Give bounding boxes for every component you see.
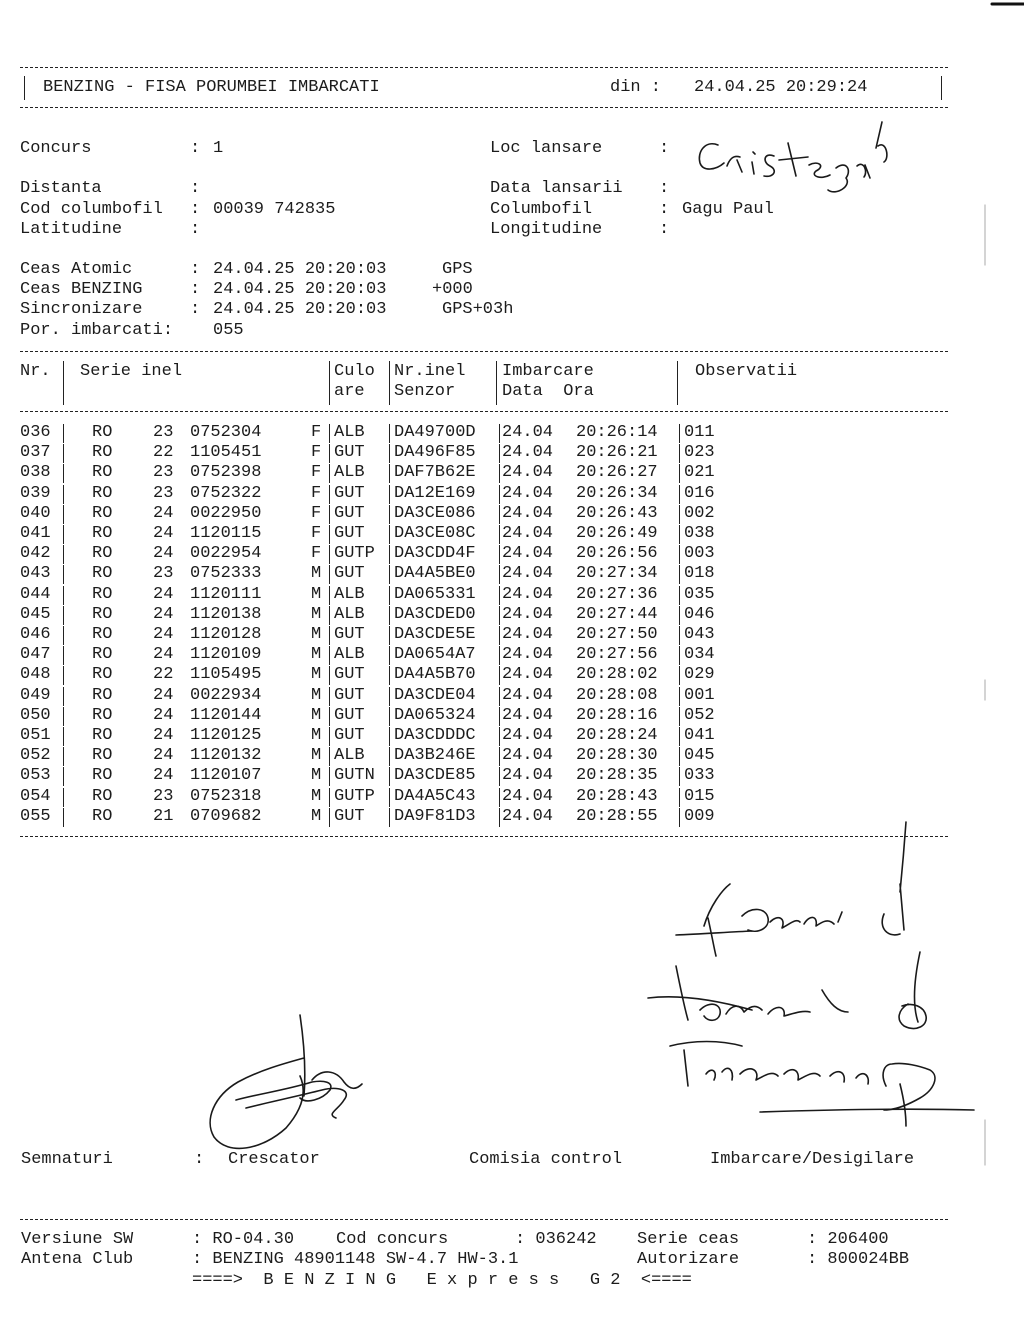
- col-header-culoare-1: Culo: [334, 362, 375, 381]
- cell-ora: 20:27:56: [576, 645, 658, 665]
- cell-senzor: DA065324: [394, 705, 476, 725]
- cell-an: 24: [153, 685, 174, 705]
- cell-data: 24.04: [502, 746, 554, 766]
- cell-ora: 20:28:08: [576, 685, 658, 705]
- cell-observatii: 011: [684, 423, 715, 442]
- cell-nr: 038: [20, 463, 51, 483]
- cell-tara: RO: [92, 483, 113, 503]
- cell-senzor: DA49700D: [394, 423, 476, 442]
- cell-data: 24.04: [502, 625, 554, 644]
- cell-culoare: ALB: [334, 645, 365, 665]
- cell-tara: RO: [92, 645, 113, 665]
- cell-tara: RO: [92, 665, 113, 685]
- cell-observatii: 023: [684, 443, 715, 463]
- cell-culoare: GUT: [334, 806, 365, 826]
- sincronizare-colon: :: [190, 300, 201, 319]
- cell-tara: RO: [92, 766, 113, 786]
- cell-inel: 0752322: [190, 483, 262, 503]
- concurs-value: 1: [213, 139, 224, 158]
- cell-observatii: 046: [684, 604, 715, 624]
- cell-data: 24.04: [502, 524, 554, 543]
- comisia-control-label: Comisia control: [469, 1150, 623, 1169]
- col-header-nr: Nr.: [20, 362, 51, 381]
- cell-senzor: DA3CE08C: [394, 524, 476, 543]
- cell-observatii: 041: [684, 726, 715, 745]
- cell-senzor: DA3CDE5E: [394, 625, 476, 644]
- cell-nr: 048: [20, 665, 51, 685]
- cell-observatii: 009: [684, 806, 715, 826]
- cell-sex: M: [311, 685, 322, 705]
- cell-ora: 20:28:16: [576, 705, 658, 725]
- cell-observatii: 043: [684, 625, 715, 644]
- cell-nr: 039: [20, 483, 51, 503]
- cell-ora: 20:28:24: [576, 726, 658, 745]
- cell-an: 24: [153, 604, 174, 624]
- cell-data: 24.04: [502, 564, 554, 584]
- commission-signature-3: [670, 1042, 974, 1127]
- cell-tara: RO: [92, 584, 113, 604]
- commission-signature-2: [648, 952, 926, 1028]
- cell-ora: 20:27:34: [576, 564, 658, 584]
- cell-senzor: DA3CDED0: [394, 604, 476, 624]
- cell-sex: M: [311, 726, 322, 745]
- cell-tara: RO: [92, 685, 113, 705]
- concurs-label: Concurs: [20, 139, 92, 158]
- cell-inel: 1120125: [190, 726, 262, 745]
- cell-sex: M: [311, 584, 322, 604]
- cell-data: 24.04: [502, 443, 554, 463]
- cell-tara: RO: [92, 544, 113, 564]
- latitudine-colon: :: [190, 220, 201, 239]
- loc-lansare-label: Loc lansare: [490, 139, 603, 158]
- cell-senzor: DA3B246E: [394, 746, 476, 766]
- antena-club-value: : BENZING 48901148 SW-4.7 HW-3.1: [192, 1250, 519, 1269]
- cell-ora: 20:26:14: [576, 423, 658, 442]
- columbofil-label: Columbofil: [490, 200, 593, 219]
- cell-culoare: GUT: [334, 443, 365, 463]
- col-header-nrinel-1: Nr.inel: [394, 362, 466, 381]
- cell-senzor: DA496F85: [394, 443, 476, 463]
- cell-tara: RO: [92, 746, 113, 766]
- cell-nr: 037: [20, 443, 51, 463]
- cell-tara: RO: [92, 443, 113, 463]
- cell-an: 24: [153, 705, 174, 725]
- versiune-label: Versiune SW: [21, 1230, 134, 1249]
- brand-line: ====> B E N Z I N G E x p r e s s G 2 <====: [192, 1271, 692, 1290]
- ceas-benzing-colon: :: [190, 280, 201, 299]
- columbofil-value: Gagu Paul: [682, 200, 774, 219]
- cell-observatii: 003: [684, 544, 715, 564]
- cell-ora: 20:26:49: [576, 524, 658, 543]
- cell-an: 24: [153, 584, 174, 604]
- serie-ceas-value: : 206400: [807, 1230, 889, 1249]
- cell-culoare: GUT: [334, 705, 365, 725]
- cell-an: 24: [153, 524, 174, 543]
- cell-culoare: GUT: [334, 503, 365, 523]
- cell-observatii: 029: [684, 665, 715, 685]
- cell-culoare: GUT: [334, 726, 365, 745]
- cell-inel: 1120109: [190, 645, 262, 665]
- cell-nr: 044: [20, 584, 51, 604]
- cell-inel: 0709682: [190, 806, 262, 826]
- cell-data: 24.04: [502, 584, 554, 604]
- cell-data: 24.04: [502, 685, 554, 705]
- cell-sex: F: [311, 524, 322, 543]
- col-header-observatii: Observatii: [695, 362, 798, 381]
- data-lansarii-colon: :: [659, 179, 670, 198]
- cell-sex: M: [311, 705, 322, 725]
- cell-sex: M: [311, 786, 322, 806]
- cod-columbofil-colon: :: [190, 200, 201, 219]
- cell-tara: RO: [92, 463, 113, 483]
- cell-senzor: DAF7B62E: [394, 463, 476, 483]
- cell-an: 21: [153, 806, 174, 826]
- cell-ora: 20:26:43: [576, 503, 658, 523]
- semnaturi-colon: :: [194, 1150, 205, 1169]
- cell-culoare: GUTN: [334, 766, 375, 786]
- cell-senzor: DA12E169: [394, 483, 476, 503]
- cell-an: 23: [153, 463, 174, 483]
- cell-senzor: DA0654A7: [394, 645, 476, 665]
- cell-observatii: 016: [684, 483, 715, 503]
- cell-nr: 052: [20, 746, 51, 766]
- autorizare-value: : 800024BB: [807, 1250, 910, 1269]
- cell-nr: 041: [20, 524, 51, 543]
- cell-inel: 0022954: [190, 544, 262, 564]
- concurs-colon: :: [190, 139, 201, 158]
- cell-inel: 1120107: [190, 766, 262, 786]
- cell-ora: 20:26:34: [576, 483, 658, 503]
- cell-inel: 0022950: [190, 503, 262, 523]
- cell-nr: 047: [20, 645, 51, 665]
- data-lansarii-label: Data lansarii: [490, 179, 623, 198]
- cell-culoare: GUTP: [334, 786, 375, 806]
- cell-sex: M: [311, 665, 322, 685]
- distanta-label: Distanta: [20, 179, 102, 198]
- col-header-imbarcare-1: Imbarcare: [502, 362, 594, 381]
- cell-culoare: ALB: [334, 423, 365, 442]
- ceas-atomic-label: Ceas Atomic: [20, 260, 133, 279]
- cell-data: 24.04: [502, 463, 554, 483]
- cell-inel: 1105495: [190, 665, 262, 685]
- cell-inel: 1120128: [190, 625, 262, 644]
- cell-nr: 053: [20, 766, 51, 786]
- columbofil-colon: :: [659, 200, 670, 219]
- cell-nr: 055: [20, 806, 51, 826]
- cell-data: 24.04: [502, 544, 554, 564]
- versiune-value: : RO-04.30: [192, 1230, 295, 1249]
- cell-senzor: DA4A5C43: [394, 786, 476, 806]
- cell-an: 23: [153, 564, 174, 584]
- longitudine-label: Longitudine: [490, 220, 603, 239]
- cell-ora: 20:28:43: [576, 786, 658, 806]
- ceas-benzing-value: 24.04.25 20:20:03: [213, 280, 387, 299]
- porumbei-imbarcati-label: Por. imbarcati:: [20, 321, 174, 340]
- ceas-atomic-value: 24.04.25 20:20:03: [213, 260, 387, 279]
- cell-ora: 20:27:50: [576, 625, 658, 644]
- date-value: 24.04.25 20:29:24: [694, 78, 868, 97]
- latitudine-label: Latitudine: [20, 220, 123, 239]
- cell-observatii: 038: [684, 524, 715, 543]
- cell-sex: M: [311, 806, 322, 826]
- cell-observatii: 002: [684, 503, 715, 523]
- cell-inel: 0752398: [190, 463, 262, 483]
- page-title: BENZING - FISA PORUMBEI IMBARCATI: [43, 78, 380, 97]
- cell-culoare: GUTP: [334, 544, 375, 564]
- cod-concurs-value: : 036242: [515, 1230, 597, 1249]
- cell-an: 23: [153, 483, 174, 503]
- cell-inel: 1120138: [190, 604, 262, 624]
- cod-columbofil-label: Cod columbofil: [20, 200, 163, 219]
- cell-data: 24.04: [502, 503, 554, 523]
- cell-culoare: ALB: [334, 746, 365, 766]
- cell-tara: RO: [92, 625, 113, 644]
- cell-nr: 054: [20, 786, 51, 806]
- cell-data: 24.04: [502, 766, 554, 786]
- cell-sex: M: [311, 645, 322, 665]
- cell-data: 24.04: [502, 665, 554, 685]
- cell-sex: M: [311, 746, 322, 766]
- cell-inel: 1120144: [190, 705, 262, 725]
- cell-inel: 0752318: [190, 786, 262, 806]
- cell-nr: 043: [20, 564, 51, 584]
- distanta-colon: :: [190, 179, 201, 198]
- cell-an: 24: [153, 726, 174, 745]
- cell-culoare: ALB: [334, 584, 365, 604]
- cell-an: 22: [153, 665, 174, 685]
- cell-ora: 20:27:44: [576, 604, 658, 624]
- ceas-atomic-colon: :: [190, 260, 201, 279]
- col-header-serie: Serie inel: [80, 362, 183, 381]
- cell-senzor: DA3CDE85: [394, 766, 476, 786]
- col-header-imbarcare-2: Data Ora: [502, 382, 594, 401]
- cell-an: 24: [153, 625, 174, 644]
- cell-inel: 0752333: [190, 564, 262, 584]
- loc-lansare-handwriting: [699, 122, 887, 192]
- cell-culoare: GUT: [334, 625, 365, 644]
- date-label: din :: [610, 78, 662, 97]
- cell-culoare: GUT: [334, 685, 365, 705]
- cell-senzor: DA3CDDDC: [394, 726, 476, 745]
- cell-nr: 049: [20, 685, 51, 705]
- cell-observatii: 018: [684, 564, 715, 584]
- cell-culoare: GUT: [334, 564, 365, 584]
- cell-nr: 051: [20, 726, 51, 745]
- antena-club-label: Antena Club: [21, 1250, 134, 1269]
- cell-nr: 050: [20, 705, 51, 725]
- cell-senzor: DA4A5B70: [394, 665, 476, 685]
- cell-observatii: 045: [684, 746, 715, 766]
- cell-ora: 20:26:21: [576, 443, 658, 463]
- cell-tara: RO: [92, 604, 113, 624]
- cell-sex: F: [311, 423, 322, 442]
- cell-an: 24: [153, 746, 174, 766]
- cell-tara: RO: [92, 524, 113, 543]
- cell-data: 24.04: [502, 423, 554, 442]
- autorizare-label: Autorizare: [637, 1250, 740, 1269]
- cell-data: 24.04: [502, 786, 554, 806]
- cell-observatii: 035: [684, 584, 715, 604]
- cell-ora: 20:28:35: [576, 766, 658, 786]
- sincronizare-note: GPS+03h: [442, 300, 514, 319]
- cell-data: 24.04: [502, 483, 554, 503]
- cell-inel: 1120111: [190, 584, 262, 604]
- cell-sex: F: [311, 503, 322, 523]
- cell-nr: 042: [20, 544, 51, 564]
- cell-senzor: DA065331: [394, 584, 476, 604]
- cell-sex: M: [311, 564, 322, 584]
- cod-concurs-label: Cod concurs: [336, 1230, 449, 1249]
- cell-an: 22: [153, 443, 174, 463]
- cell-tara: RO: [92, 705, 113, 725]
- cell-ora: 20:28:55: [576, 806, 658, 826]
- cell-ora: 20:27:36: [576, 584, 658, 604]
- cell-tara: RO: [92, 503, 113, 523]
- cod-columbofil-value: 00039 742835: [213, 200, 336, 219]
- cell-sex: F: [311, 443, 322, 463]
- cell-sex: F: [311, 463, 322, 483]
- imbarcare-desigilare-label: Imbarcare/Desigilare: [710, 1150, 915, 1169]
- ceas-atomic-note: GPS: [442, 260, 473, 279]
- cell-tara: RO: [92, 726, 113, 745]
- sincronizare-label: Sincronizare: [20, 300, 143, 319]
- cell-tara: RO: [92, 423, 113, 442]
- ceas-benzing-note: +000: [432, 280, 473, 299]
- cell-tara: RO: [92, 806, 113, 826]
- cell-senzor: DA9F81D3: [394, 806, 476, 826]
- cell-an: 24: [153, 766, 174, 786]
- cell-senzor: DA3CE086: [394, 503, 476, 523]
- cell-nr: 045: [20, 604, 51, 624]
- cell-observatii: 033: [684, 766, 715, 786]
- cell-senzor: DA3CDE04: [394, 685, 476, 705]
- cell-inel: 0022934: [190, 685, 262, 705]
- scan-edge-marks: [985, 4, 1024, 1165]
- ceas-benzing-label: Ceas BENZING: [20, 280, 143, 299]
- crescator-label: Crescator: [228, 1150, 320, 1169]
- col-header-nrinel-2: Senzor: [394, 382, 456, 401]
- cell-an: 24: [153, 544, 174, 564]
- cell-ora: 20:26:27: [576, 463, 658, 483]
- commission-signature-1: [676, 822, 906, 956]
- cell-ora: 20:28:02: [576, 665, 658, 685]
- cell-sex: M: [311, 625, 322, 644]
- cell-inel: 0752304: [190, 423, 262, 442]
- semnaturi-label: Semnaturi: [21, 1150, 113, 1169]
- cell-culoare: GUT: [334, 524, 365, 543]
- cell-data: 24.04: [502, 806, 554, 826]
- cell-observatii: 052: [684, 705, 715, 725]
- cell-observatii: 001: [684, 685, 715, 705]
- cell-sex: M: [311, 766, 322, 786]
- cell-inel: 1120132: [190, 746, 262, 766]
- cell-nr: 046: [20, 625, 51, 644]
- cell-sex: F: [311, 483, 322, 503]
- cell-observatii: 034: [684, 645, 715, 665]
- cell-observatii: 021: [684, 463, 715, 483]
- cell-culoare: ALB: [334, 604, 365, 624]
- cell-observatii: 015: [684, 786, 715, 806]
- cell-data: 24.04: [502, 604, 554, 624]
- cell-nr: 040: [20, 503, 51, 523]
- cell-tara: RO: [92, 786, 113, 806]
- cell-an: 23: [153, 423, 174, 442]
- cell-culoare: GUT: [334, 483, 365, 503]
- serie-ceas-label: Serie ceas: [637, 1230, 740, 1249]
- cell-sex: M: [311, 604, 322, 624]
- longitudine-colon: :: [659, 220, 670, 239]
- cell-inel: 1120115: [190, 524, 262, 543]
- crescator-signature: [210, 1015, 362, 1148]
- cell-tara: RO: [92, 564, 113, 584]
- cell-culoare: GUT: [334, 665, 365, 685]
- cell-sex: F: [311, 544, 322, 564]
- cell-ora: 20:26:56: [576, 544, 658, 564]
- loc-lansare-colon: :: [659, 139, 670, 158]
- cell-an: 23: [153, 786, 174, 806]
- cell-data: 24.04: [502, 645, 554, 665]
- cell-senzor: DA4A5BE0: [394, 564, 476, 584]
- cell-senzor: DA3CDD4F: [394, 544, 476, 564]
- col-header-culoare-2: are: [334, 382, 365, 401]
- cell-an: 24: [153, 645, 174, 665]
- cell-culoare: ALB: [334, 463, 365, 483]
- cell-ora: 20:28:30: [576, 746, 658, 766]
- porumbei-imbarcati-value: 055: [213, 321, 244, 340]
- cell-inel: 1105451: [190, 443, 262, 463]
- cell-nr: 036: [20, 423, 51, 442]
- cell-an: 24: [153, 503, 174, 523]
- cell-data: 24.04: [502, 726, 554, 745]
- sincronizare-value: 24.04.25 20:20:03: [213, 300, 387, 319]
- cell-data: 24.04: [502, 705, 554, 725]
